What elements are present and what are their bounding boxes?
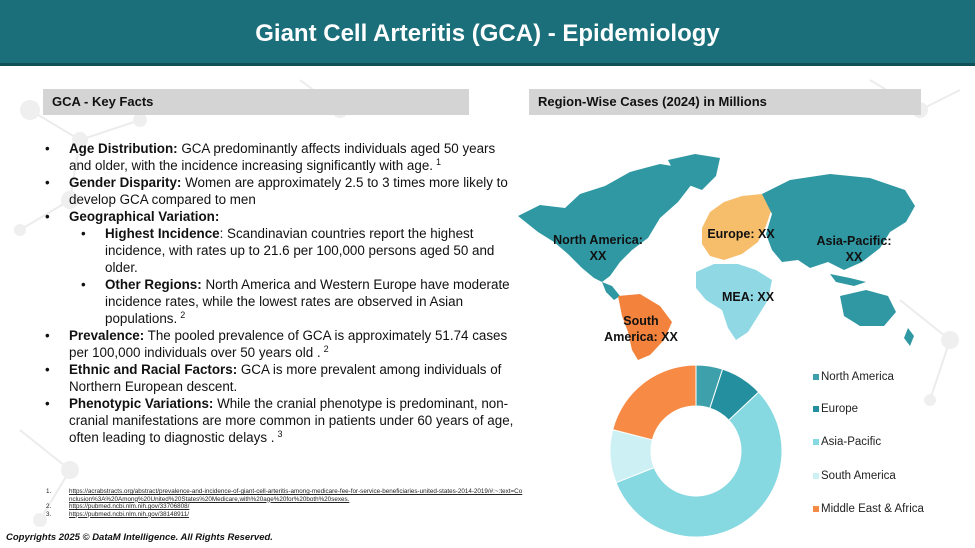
bullet-marker: • [81,277,86,292]
copyright-notice: Copyrights 2025 © DataM Intelligence. All Rights Reserved. [6,532,273,543]
legend-label: South America [821,470,896,482]
bullet-marker: • [45,328,50,343]
legend-swatch [813,506,819,512]
fact-item [40,174,520,208]
fact-label: Other Regions: [105,277,202,292]
donut-slice-middle-east-africa [613,365,696,440]
bullet-marker: • [45,175,50,190]
page-title: Giant Cell Arteritis (GCA) - Epidemiology [255,20,720,47]
fact-item [40,208,520,225]
legend-label: North America [821,371,894,383]
fact-label: Age Distribution: [69,141,178,156]
fact-text: GCA predominantly affects individuals aged 50 years and older, with the incidence increasing significantly with age. [69,141,496,173]
key-facts-heading: GCA - Key Facts [52,94,154,109]
fact-item [40,395,520,446]
legend-label: Europe [821,403,859,415]
reference-link[interactable]: https://pubmed.ncbi.nlm.nih.gov/33706808/ [69,503,190,511]
fact-text: While the cranial phenotype is predominant, non-cranial manifestations are more common in patients under 60 years of age, often leading to diagnostic delays . [69,396,514,445]
fact-text: The pooled prevalence of GCA is approximately 51.74 cases per 100,000 individuals over 50 years old . [69,328,508,360]
legend-label: Asia-Pacific [821,436,882,448]
reference-item [44,488,524,503]
fact-item [40,327,520,361]
fact-citation: 3 [277,429,283,439]
key-facts-list [40,140,520,446]
reference-number: 1. [46,488,52,495]
map-north-america [518,164,695,282]
reference-link[interactable]: https://acrabstracts.org/abstract/prevalence-and-incidence-of-giant-cell-arteritis-among-medicare-fee-for-service-beneficiaries-united-states-2014-2019/#:~:text=Conclusion%3A%20Among%20United%20States%20Medicare,with%20age%20for%20both%20sexes. [69,488,523,503]
label-europe: Europe: XX [707,227,775,241]
label-mea: MEA: XX [721,290,775,304]
reference-number: 2. [46,503,52,511]
bullet-marker: • [45,209,50,224]
fact-text: Women are approximately 2.5 to 3 times more likely to develop GCA compared to men [69,175,508,207]
key-facts-header [43,89,469,115]
references-list [44,488,524,518]
fact-citation: 2 [180,310,186,320]
fact-subitem [40,225,520,276]
fact-label: Prevalence: [69,328,145,343]
fact-label: Geographical Variation: [69,209,220,224]
reference-number: 3. [46,510,52,518]
region-cases-heading: Region-Wise Cases (2024) in Millions [538,94,767,109]
reference-item [44,511,524,519]
reference-link[interactable]: https://pubmed.ncbi.nlm.nih.gov/38148911/ [69,510,189,518]
fact-citation: 1 [436,157,442,167]
fact-text: GCA is more prevalent among individuals of Northern European descent. [69,362,502,394]
legend-swatch [813,406,819,412]
label-north-america: North America: XX [553,233,643,263]
legend-swatch [813,374,819,380]
reference-item [44,503,524,511]
fact-label: Gender Disparity: [69,175,182,190]
region-donut-chart [598,358,794,544]
bullet-marker: • [45,396,50,411]
fact-citation: 2 [323,344,329,354]
map-australia [840,290,896,326]
region-cases-header [529,89,921,115]
fact-subitem [40,276,520,327]
legend-label: Middle East & Africa [821,503,924,515]
fact-item [40,140,520,174]
title-banner [0,0,975,66]
bullet-marker: • [81,226,86,241]
fact-text: North America and Western Europe have moderate incidence rates, while the lowest rates are observed in Asian populations. [105,277,510,326]
legend-swatch [813,439,819,445]
label-asia-pacific: Asia-Pacific: XX [816,234,892,264]
fact-label: Phenotypic Variations: [69,396,214,411]
fact-item [40,361,520,395]
map-new-zealand [904,328,914,346]
map-indonesia [830,274,866,286]
map-central-america [602,282,620,300]
bullet-marker: • [45,141,50,156]
fact-label: Highest Incidence [105,226,220,241]
label-south-america: South America: XX [604,314,678,344]
fact-label: Ethnic and Racial Factors: [69,362,238,377]
bullet-marker: • [45,362,50,377]
legend-swatch [813,473,819,479]
fact-text: : Scandinavian countries report the highest incidence, with rates up to 21.6 per 100,000 persons aged 50 and older. [105,226,495,275]
